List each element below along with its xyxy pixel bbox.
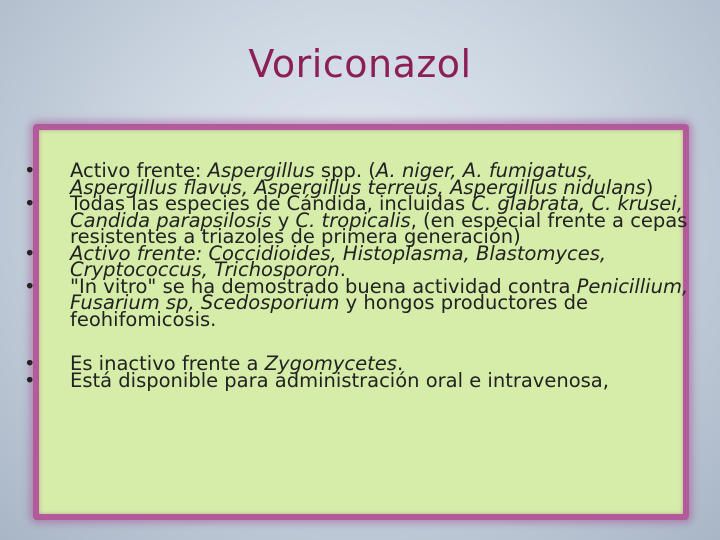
text-segment: . xyxy=(339,258,346,281)
text-segment: "In vitro" se ha demostrado buena actividad contra xyxy=(70,274,577,298)
slide-title: Voriconazol xyxy=(248,42,472,86)
bullet-item xyxy=(24,192,704,248)
bullet-icon: • xyxy=(24,274,36,298)
italic-text: Penicillium, Fusarium sp, Scedosporium xyxy=(70,274,689,314)
bullet-icon: • xyxy=(24,352,36,375)
text-segment: Es inactivo frente a xyxy=(70,352,265,375)
text-segment: spp. ( xyxy=(314,159,376,182)
bullet-item xyxy=(24,274,704,331)
text-segment: ) xyxy=(645,175,654,199)
bullet-list-secondary xyxy=(24,352,704,392)
italic-text: Aspergillus xyxy=(207,159,315,182)
italic-text: C. glabrata, C. krusei, Candida parapsilosis xyxy=(70,192,683,232)
bullet-icon: • xyxy=(24,241,36,265)
text-segment: . xyxy=(396,352,404,375)
italic-text: Activo frente: Coccidioides, Histoplasma, Blastomyces, Cryptococcus, Trichosporon xyxy=(70,241,607,281)
text-segment: y xyxy=(271,208,296,232)
bullet-icon: • xyxy=(24,368,36,392)
text-segment: Está disponible para administración oral e intravenosa, xyxy=(70,368,609,392)
italic-text: C. tropicalis xyxy=(295,208,411,232)
italic-text: A. niger, A. fumigatus, Aspergillus flavus, Aspergillus terreus, Aspergillus nidulans xyxy=(70,159,646,199)
italic-text: Zygomycetes xyxy=(264,352,397,375)
text-segment: Activo frente: xyxy=(70,159,208,182)
bullet-icon: • xyxy=(24,159,36,182)
bullet-item xyxy=(24,368,704,392)
text-segment: , (en especial frente a cepas resistentes a triazoles de primera generación) xyxy=(70,208,688,248)
bullet-icon: • xyxy=(24,192,36,215)
text-segment: y hongos productores de feohifomicosis. xyxy=(70,291,588,331)
slide-content xyxy=(24,159,704,392)
bullet-list-primary xyxy=(24,159,704,331)
text-segment: Todas las especies de Cándida, incluidas xyxy=(70,192,472,215)
